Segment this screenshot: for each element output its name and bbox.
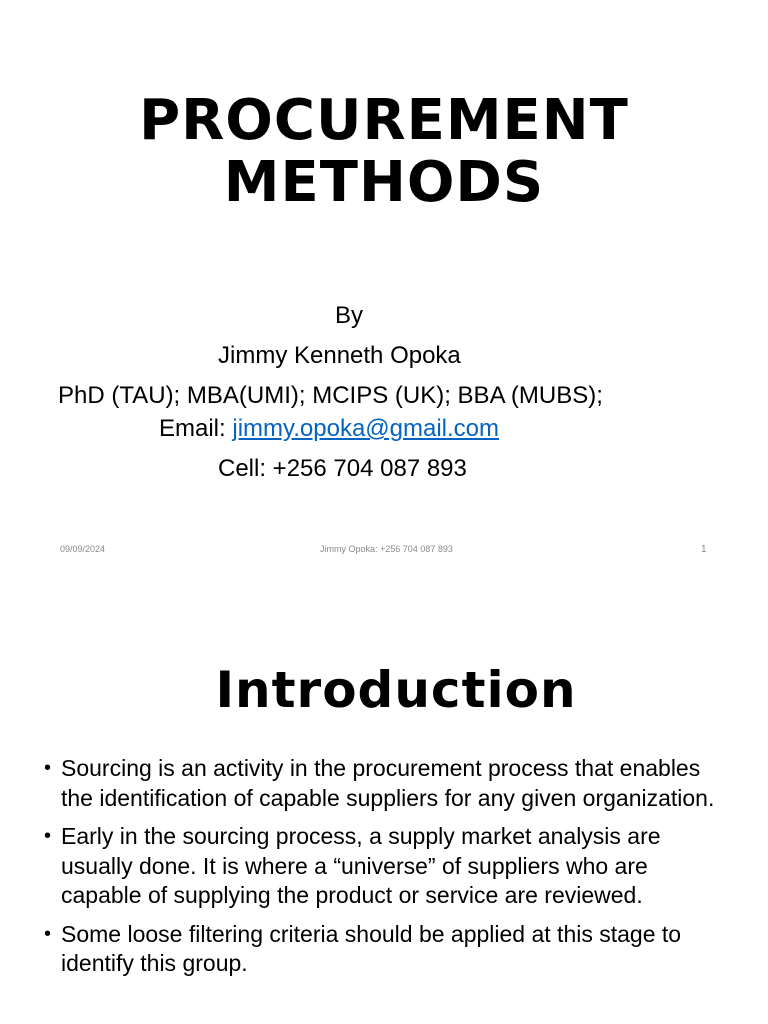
list-item: [44, 754, 734, 813]
by-line: By: [335, 302, 364, 329]
email-line: [159, 414, 768, 444]
bullet-list: [44, 754, 734, 988]
email-link[interactable]: jimmy.opoka@gmail.com: [232, 415, 500, 442]
footer-center: Jimmy Opoka: +256 704 087 893: [320, 544, 453, 554]
title-line-1: PROCUREMENT: [139, 88, 629, 153]
list-item: [44, 920, 734, 979]
slide-2: [0, 576, 768, 1024]
list-item: [44, 822, 734, 911]
author-credentials: PhD (TAU); MBA(UMI); MCIPS (UK); BBA (MUBS);: [58, 382, 603, 409]
bullet-text: Sourcing is an activity in the procurement process that enables the identification of capable suppliers for any given organization.: [61, 755, 715, 811]
email-label: Email:: [159, 415, 233, 442]
cell-line: Cell: +256 704 087 893: [218, 455, 467, 482]
title-line-2: METHODS: [223, 150, 545, 215]
author-name: Jimmy Kenneth Opoka: [218, 342, 461, 369]
bullet-text: Some loose filtering criteria should be applied at this stage to identify this group.: [61, 920, 682, 976]
slide-title: Introduction: [215, 661, 577, 719]
footer-page-number: 1: [701, 544, 707, 555]
slide-title: [0, 90, 768, 214]
bullet-icon: •: [44, 922, 52, 945]
bullet-icon: •: [44, 825, 52, 847]
footer-date: 09/09/2024: [60, 544, 106, 554]
bullet-text: Early in the sourcing process, a supply market analysis are usually done. It is where a “universe” of suppliers who are capable of supplying the product or service are reviewed.: [61, 823, 661, 908]
bullet-icon: •: [44, 757, 52, 779]
